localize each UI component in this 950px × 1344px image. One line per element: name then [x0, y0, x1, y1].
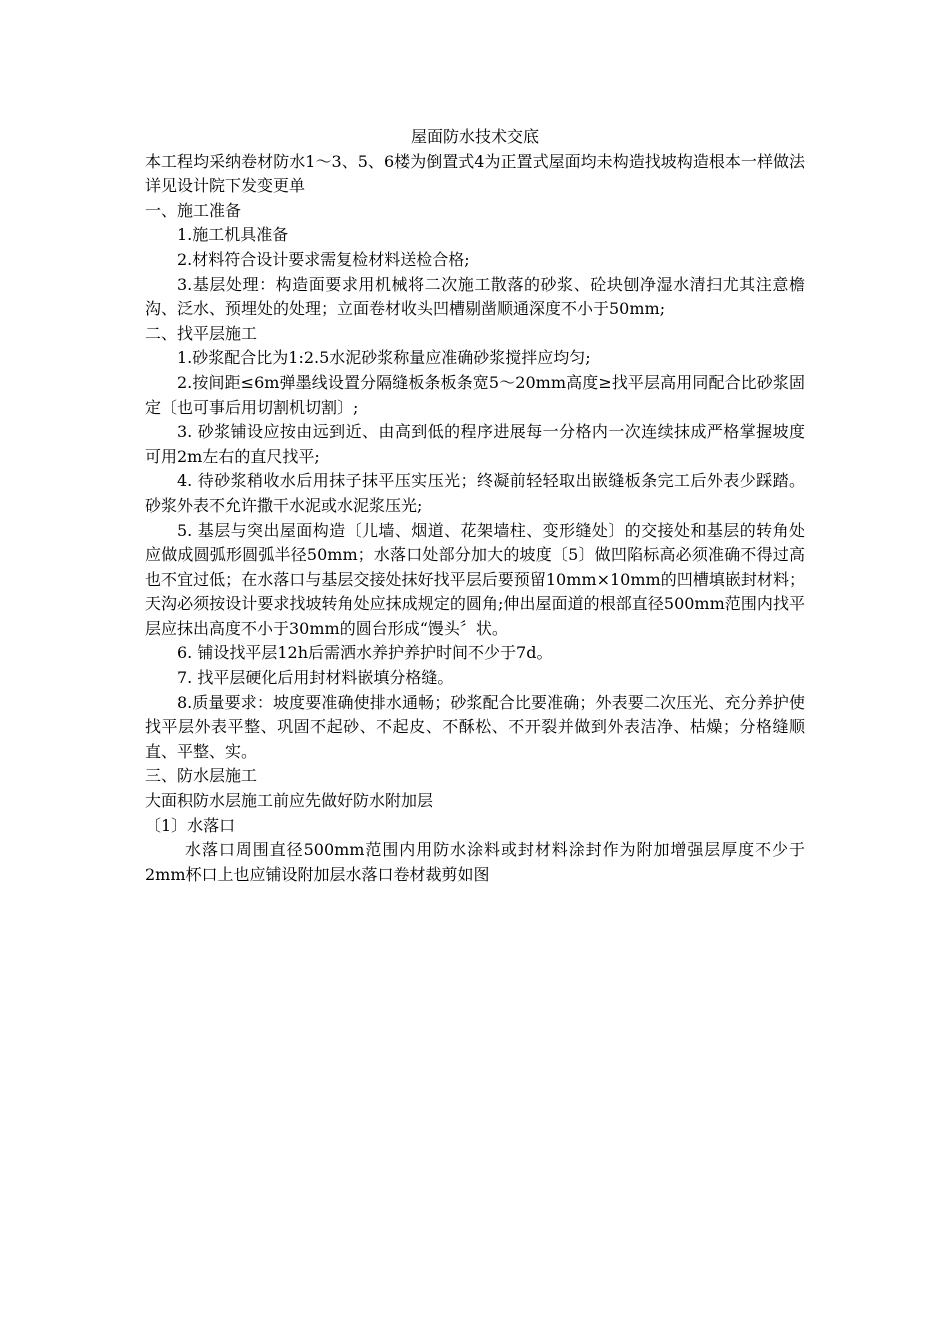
paragraph: 2.按间距≤6m弹墨线设置分隔缝板条板条宽5～20mm高度≥找平层高用同配合比砂浆固定〔也可事后用切割机切割〕; — [145, 372, 805, 417]
paragraph: 2.材料符合设计要求需复检材料送检合格; — [177, 249, 470, 269]
paragraph: 1.砂浆配合比为1:2.5水泥砂浆称量应准确砂浆搅拌应均匀; — [177, 348, 591, 368]
paragraph: 3. 砂浆铺设应按由远到近、由高到低的程序进展每一分格内一次连续抹成严格掌握坡度可用2m左右的直尺找平; — [145, 422, 805, 466]
paragraph: 4. 待砂浆稍收水后用抹子抹平压实压光；终凝前轻轻取出嵌缝板条完工后外表少踩踏。砂浆外表不允许撒干水泥或水泥浆压光; — [145, 471, 805, 515]
section-line: 〔1〕水落口 — [145, 815, 236, 835]
section-line: 三、防水层施工 — [145, 766, 258, 786]
document-title: 屋面防水技术交底 — [410, 127, 539, 146]
paragraph: 8.质量要求：坡度要准确使排水通畅；砂浆配合比要准确；外表要二次压光、充分养护使找平层外表平整、巩固不起砂、不起皮、不酥松、不开裂并做到外表洁净、枯燥；分格缝顺直、平整、实。 — [145, 692, 805, 761]
paragraph: 6. 铺设找平层12h后需洒水养护养护时间不少于7d。 — [177, 643, 553, 663]
document-body — [145, 125, 805, 887]
section-line: 本工程均采纳卷材防水1～3、5、6楼为倒置式4为正置式屋面均未构造找坡构造根本一样做法详见设计院下发变更单 — [145, 151, 805, 196]
paragraph: 3.基层处理：构造面要求用机械将二次施工散落的砂浆、砼块刨净湿水清扫尤其注意檐沟、泛水、预埋处的处理；立面卷材收头凹槽剔凿顺通深度不小于50mm; — [145, 274, 805, 319]
paragraph: 1.施工机具准备 — [177, 225, 289, 245]
paragraph-list — [145, 150, 805, 888]
paragraph: 水落口周围直径500mm范围内用防水涂料或封材料涂封作为附加增强层厚度不少于2mm杯口上也应铺设附加层水落口卷材裁剪如图 — [145, 840, 805, 884]
section-line: 二、找平层施工 — [145, 323, 258, 343]
paragraph: 7. 找平层硬化后用封材料嵌填分格缝。 — [177, 668, 454, 688]
paragraph: 5. 基层与突出屋面构造〔儿墙、烟道、花架墙柱、变形缝处〕的交接处和基层的转角处应做成圆弧形圆弧半径50mm；水落口处部分加大的坡度〔5〕做凹陷标高必须准确不得过高也不宜过低；在水落口与基层交接处抹好找平层后要预留10mm×10mm的凹槽填嵌封材料；天沟必须按设计要求找坡转角处应抹成规定的圆角;伸出屋面道的根部直径500mm范围内找平层应抹出高度不小于30mm的圆台形成“馒头〞状。 — [145, 520, 805, 638]
section-line: 一、施工准备 — [145, 200, 242, 220]
section-line: 大面积防水层施工前应先做好防水附加层 — [145, 791, 434, 811]
